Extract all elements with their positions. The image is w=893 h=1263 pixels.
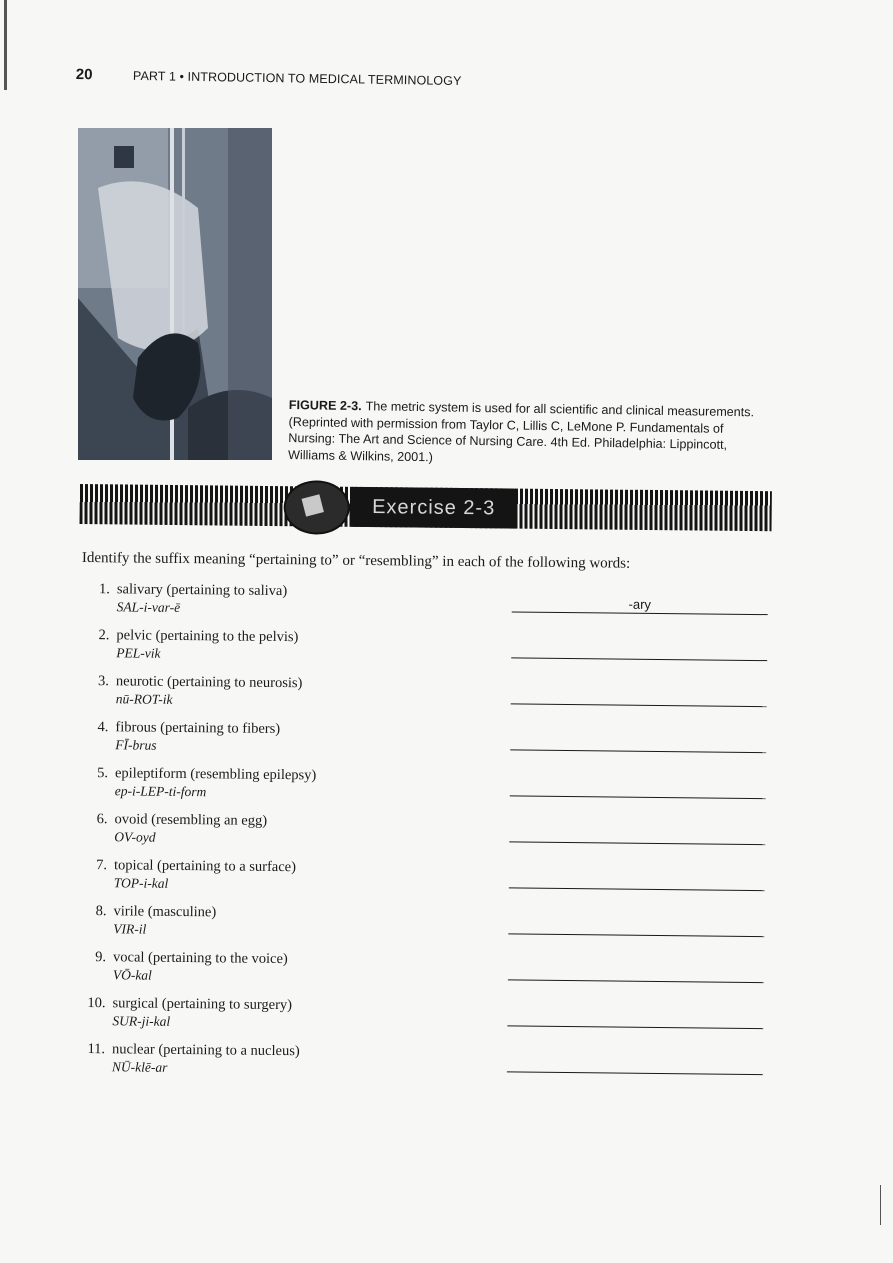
- exercise-item-9: [84, 949, 774, 1002]
- item-pronunciation: NŪ-klē-ar: [111, 1059, 168, 1075]
- answer-value: [508, 963, 764, 966]
- answer-blank[interactable]: [509, 887, 765, 891]
- item-number: 7.: [96, 857, 108, 874]
- exercise-item-5: [86, 765, 776, 818]
- figure-label: FIGURE 2-3.: [288, 397, 362, 414]
- exercise-item-6: [85, 811, 775, 864]
- answer-value: [507, 1055, 763, 1058]
- figure-caption: [288, 397, 773, 471]
- answer-blank[interactable]: [510, 749, 766, 753]
- answer-blank[interactable]: [509, 841, 765, 845]
- photo-illustration: [78, 128, 272, 460]
- item-word: neurotic (pertaining to neurosis): [115, 673, 303, 692]
- item-number: 10.: [87, 995, 106, 1012]
- exercise-item-3: [87, 673, 777, 726]
- item-word: nuclear (pertaining to a nucleus): [112, 1041, 300, 1060]
- item-word: fibrous (pertaining to fibers): [115, 719, 281, 738]
- item-word: salivary (pertaining to saliva): [116, 581, 288, 600]
- exercise-list: [83, 581, 778, 1094]
- item-number: 4.: [97, 719, 109, 736]
- page-number: 20: [75, 66, 93, 84]
- answer-value: [509, 825, 765, 828]
- item-pronunciation: OV-oyd: [114, 829, 156, 845]
- answer-blank[interactable]: [511, 703, 767, 707]
- item-number: 5.: [97, 765, 109, 782]
- item-pronunciation: nū-ROT-ik: [115, 691, 173, 707]
- item-word: pelvic (pertaining to the pelvis): [116, 627, 299, 646]
- exercise-item-11: [83, 1041, 773, 1094]
- answer-value: -ary: [628, 596, 652, 612]
- exercise-instructions: Identify the suffix meaning “pertaining to” or “resembling” in each of the following words:: [81, 550, 631, 572]
- exercise-item-8: [84, 903, 774, 956]
- exercise-item-10: [83, 995, 773, 1048]
- answer-blank[interactable]: [508, 933, 764, 937]
- exercise-item-1: [88, 581, 778, 634]
- item-number: 11.: [87, 1041, 106, 1058]
- item-pronunciation: VIR-il: [113, 921, 147, 937]
- item-number: 6.: [96, 811, 108, 828]
- item-pronunciation: SUR-ji-kal: [112, 1013, 171, 1029]
- page-edge-mark-right: [880, 1185, 881, 1225]
- exercise-item-7: [85, 857, 775, 910]
- item-word: vocal (pertaining to the voice): [112, 949, 288, 968]
- exercise-item-2: [87, 627, 777, 680]
- page-edge-mark: [4, 0, 7, 90]
- item-number: 8.: [95, 903, 107, 920]
- item-word: epileptiform (resembling epilepsy): [114, 765, 317, 784]
- running-head: PART 1 • INTRODUCTION TO MEDICAL TERMINOLOGY: [132, 68, 462, 89]
- item-pronunciation: ep-i-LEP-ti-form: [114, 783, 207, 800]
- exercise-title: Exercise 2-3: [372, 496, 496, 520]
- figure-photo: [78, 128, 272, 460]
- answer-value: [511, 641, 767, 644]
- answer-value: [510, 733, 766, 736]
- exercise-banner: [79, 478, 772, 543]
- item-pronunciation: VŌ-kal: [112, 967, 152, 983]
- answer-value: [508, 1009, 764, 1012]
- item-number: 1.: [98, 581, 110, 598]
- answer-blank[interactable]: [507, 1025, 763, 1029]
- answer-blank[interactable]: [507, 1071, 763, 1075]
- item-word: topical (pertaining to a surface): [113, 857, 297, 876]
- diamond-icon: [295, 488, 331, 524]
- answer-value: [509, 917, 765, 920]
- item-pronunciation: TOP-i-kal: [113, 875, 169, 891]
- exercise-badge-icon: [283, 480, 350, 535]
- item-pronunciation: PEL-vik: [116, 645, 161, 661]
- exercise-title-box: [352, 487, 516, 529]
- answer-blank[interactable]: [511, 657, 767, 661]
- answer-value: [511, 687, 767, 690]
- figure-caption-text: The metric system is used for all scientific and clinical measurements. (Reprinted with permission from Taylor C, Lillis C, LeMone P. Fundamentals of Nursing: The Art and Science of Nursing Care. 4th Ed. Philadelphia: Lippincott, Williams & Wilkins, 2001.): [287, 399, 755, 464]
- item-pronunciation: FĪ-brus: [115, 737, 157, 753]
- page-header: [76, 66, 462, 90]
- item-word: surgical (pertaining to surgery): [112, 995, 293, 1014]
- answer-value: [510, 779, 766, 782]
- item-word: ovoid (resembling an egg): [114, 811, 268, 829]
- exercise-item-4: [86, 719, 776, 772]
- item-number: 2.: [98, 627, 110, 644]
- item-pronunciation: SAL-i-var-ē: [116, 599, 181, 615]
- answer-value: [509, 871, 765, 874]
- answer-blank[interactable]: [510, 795, 766, 799]
- answer-blank[interactable]: [508, 979, 764, 983]
- item-word: virile (masculine): [113, 903, 217, 921]
- item-number: 3.: [97, 673, 110, 690]
- item-number: 9.: [95, 949, 107, 966]
